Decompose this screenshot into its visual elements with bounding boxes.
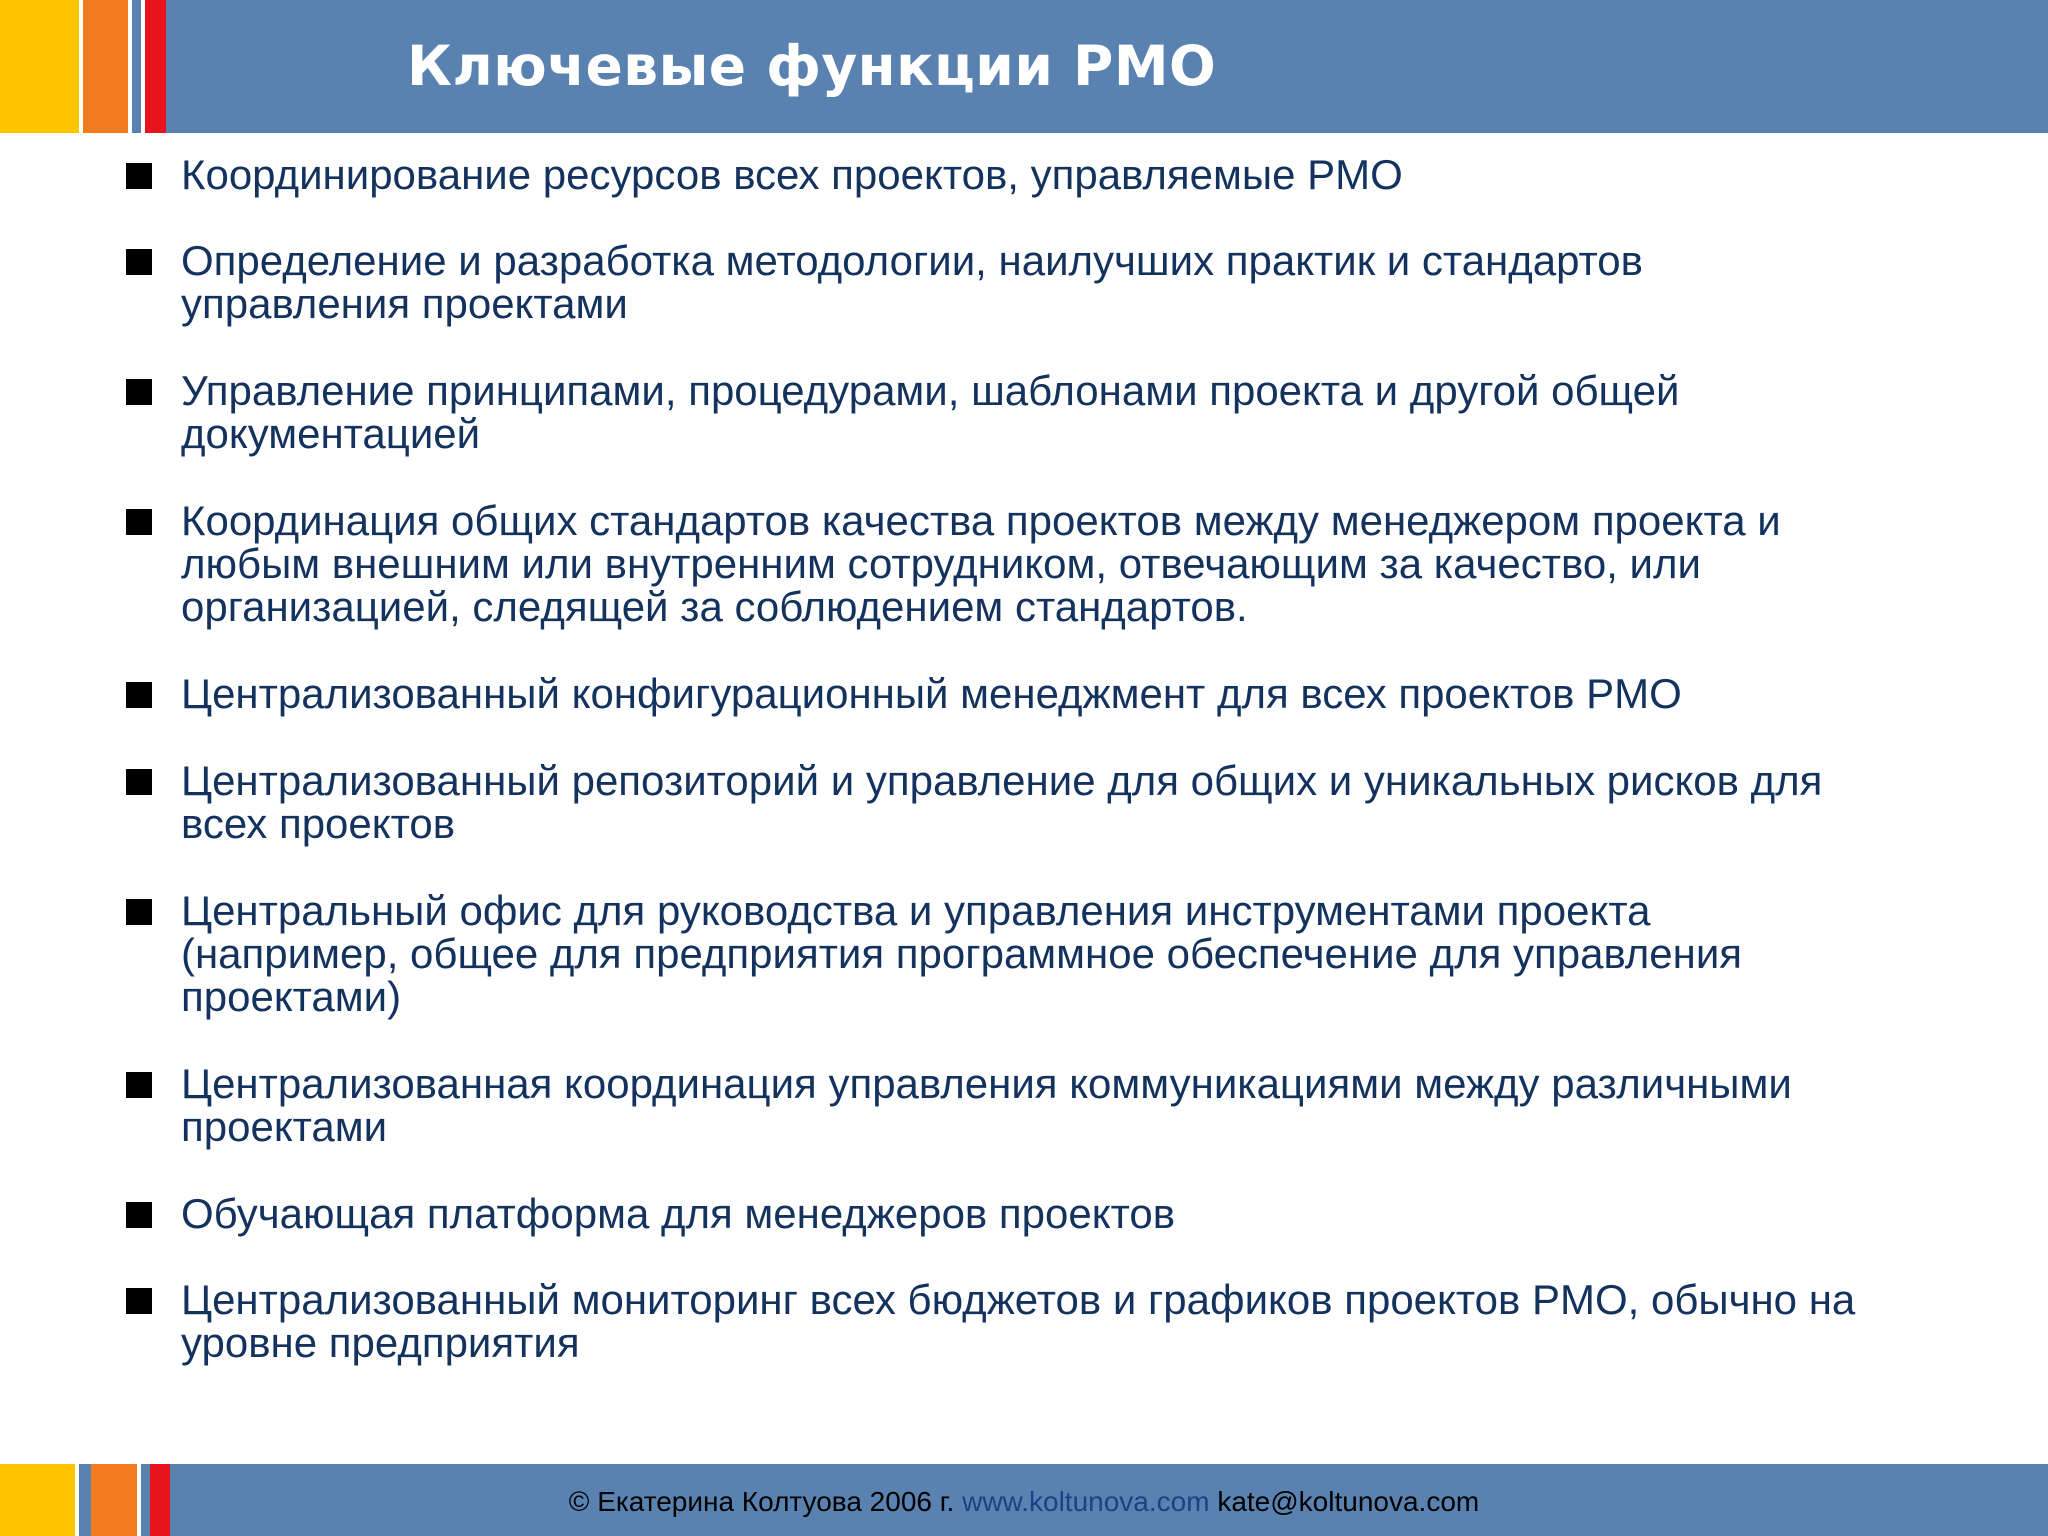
square-bullet-icon xyxy=(126,899,152,925)
bullet-line: проектами xyxy=(181,1103,388,1150)
footer-website-link[interactable]: www.koltunova.com xyxy=(962,1486,1210,1517)
bullet-text xyxy=(181,759,2011,845)
square-bullet-icon xyxy=(126,379,152,405)
slide-title: Ключевые функции PMO xyxy=(407,34,1217,98)
bullet-line: Координация общих стандартов качества проектов между менеджером проекта и xyxy=(181,497,1781,544)
bullet-line: любым внешним или внутренним сотрудником, отвечающим за качество, или xyxy=(181,540,1701,587)
square-bullet-icon xyxy=(126,769,152,795)
bullet-text xyxy=(181,1278,2011,1364)
bullet-line: Координирование ресурсов всех проектов, управляемые PMO xyxy=(181,151,1403,198)
bullet-line: Обучающая платформа для менеджеров проектов xyxy=(181,1190,1176,1237)
bullet-line: Централизованный репозиторий и управление для общих и уникальных рисков для xyxy=(181,757,1823,804)
bullet-line: Определение и разработка методологии, наилучших практик и стандартов xyxy=(181,237,1643,284)
header-stripe-yellow xyxy=(0,0,79,133)
square-bullet-icon xyxy=(126,163,152,189)
bullet-text xyxy=(181,889,2011,1018)
bullet-line: управления проектами xyxy=(181,280,628,327)
bullet-line: Центральный офис для руководства и управления инструментами проекта xyxy=(181,887,1651,934)
bullet-line: Централизованный конфигурационный менеджмент для всех проектов PMO xyxy=(181,670,1682,717)
header-stripe-blue xyxy=(132,0,141,133)
bullet-text xyxy=(181,153,2011,196)
square-bullet-icon xyxy=(126,1288,152,1314)
bullet-text xyxy=(181,369,2011,455)
bullet-line: документацией xyxy=(181,410,481,457)
square-bullet-icon xyxy=(126,249,152,275)
bullet-text xyxy=(181,672,2011,715)
bullet-line: Централизованный мониторинг всех бюджетов и графиков проектов PMO, обычно на xyxy=(181,1276,1856,1323)
bullet-text xyxy=(181,239,2011,325)
square-bullet-icon xyxy=(126,509,152,535)
bullet-line: Управление принципами, процедурами, шаблонами проекта и другой общей xyxy=(181,367,1680,414)
footer-email[interactable]: kate@koltunova.com xyxy=(1217,1486,1480,1517)
footer-text xyxy=(0,1484,2048,1520)
footer-copyright: © Екатерина Колтуова 2006 г. xyxy=(568,1486,955,1517)
bullet-text xyxy=(181,1192,2011,1235)
bullet-line: (например, общее для предприятия программное обеспечение для управления xyxy=(181,930,1743,977)
square-bullet-icon xyxy=(126,1202,152,1228)
bullet-line: организацией, следящей за соблюдением стандартов. xyxy=(181,583,1248,630)
square-bullet-icon xyxy=(126,682,152,708)
bullet-line: Централизованная координация управления коммуникациями между различными xyxy=(181,1060,1792,1107)
bullet-text xyxy=(181,499,2011,628)
header-stripe-red xyxy=(145,0,166,133)
bullet-line: уровне предприятия xyxy=(181,1319,580,1366)
bullet-text xyxy=(181,1062,2011,1148)
square-bullet-icon xyxy=(126,1072,152,1098)
header-stripe-orange xyxy=(83,0,128,133)
bullet-line: всех проектов xyxy=(181,800,456,847)
bullet-line: проектами) xyxy=(181,973,402,1020)
